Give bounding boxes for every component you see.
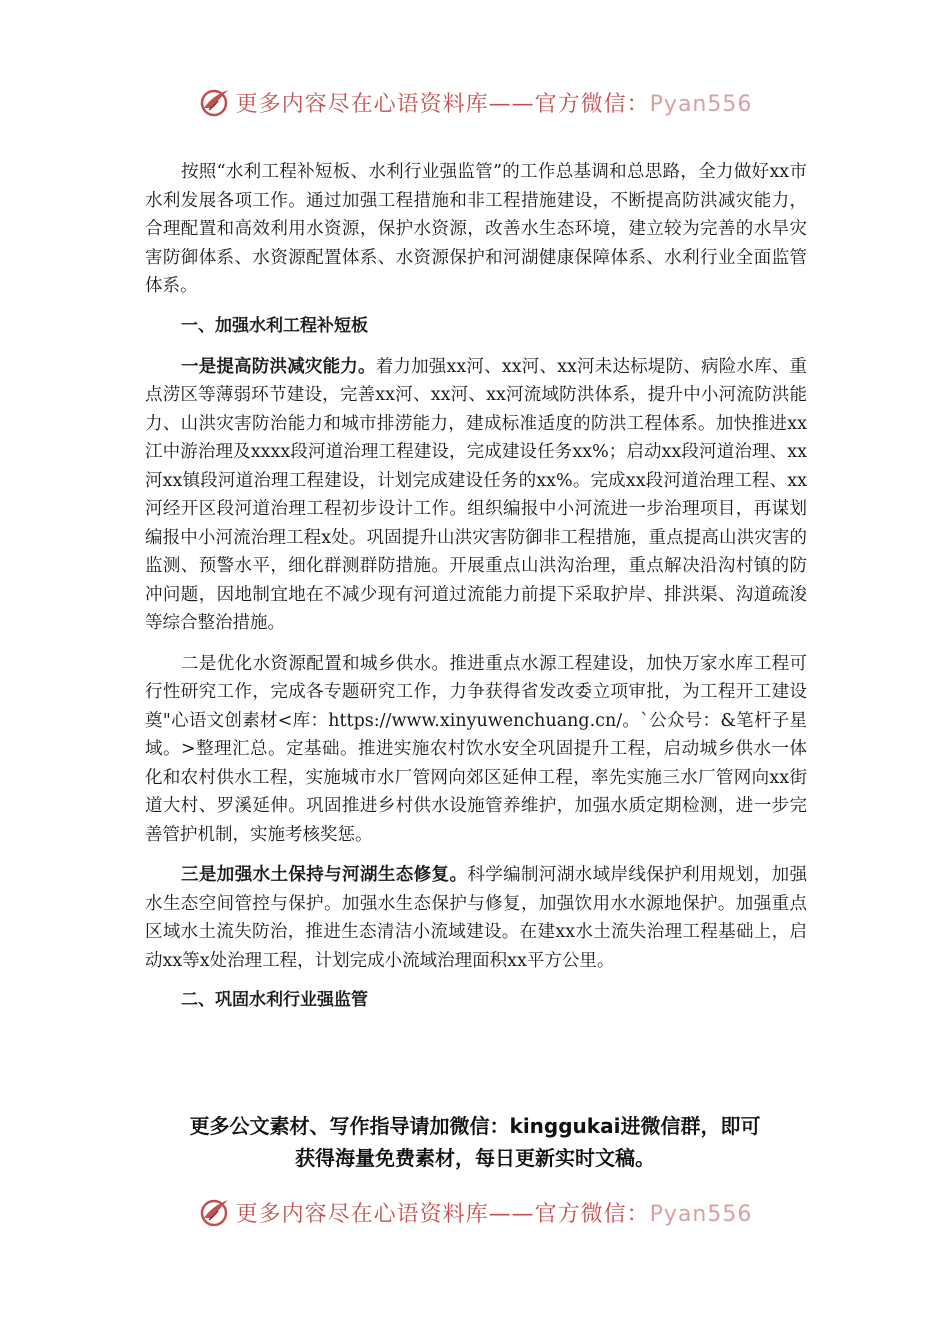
item1-text: 着力加强xx河、xx河、xx河未达标堤防、病险水库、重点涝区等薄弱环节建设，完善xx河、xx河、xx河流域防洪体系，提升中小河流防洪能力、山洪灾害防治能力和城市排涝能力，建成标准适度的防洪工程体系。加快推进xx江中游治理及xxxx段河道治理工程建设，完成建设任务xx%；启动xx段河道治理、xx河xx镇段河道治理工程建设，计划完成建设任务的xx%。完成xx段河道治理工程、xx河经开区段河道治理工程初步设计工作。组织编报中小河流进一步治理项目，再谋划编报中小河流治理工程x处。巩固提升山洪灾害防御非工程措施，重点提高山洪灾害的监测、预警水平，细化群测群防措施。开展重点山洪沟治理，重点解决沿沟村镇的防冲问题，因地制宜地在不减少现有河道过流能力前提下采取护岸、排洪渠、沟道疏浚等综合整治措施。 bbox=[145, 356, 808, 633]
item1-lead: 一是提高防洪减灾能力。 bbox=[181, 356, 376, 377]
item2-paragraph: 二是优化水资源配置和城乡供水。推进重点水源工程建设，加快万家水库工程可行性研究工作，完成各专题研究工作，力争获得省发改委立项审批，为工程开工建设奠"心语文创素材<库：https://www.xinyuwenchuang.cn/。`公众号：&笔杆子星域。>整理汇总。定基础。推进实施农村饮水安全巩固提升工程，启动城乡供水一体化和农村供水工程，实施城市水厂管网向郊区延伸工程，率先实施三水厂管网向xx街道大村、罗溪延伸。巩固推进乡村供水设施管养维护，加强水质定期检测，进一步完善管护机制，实施考核奖惩。 bbox=[145, 653, 807, 845]
promo-line-2: 获得海量免费素材，每日更新实时文稿。 bbox=[295, 1146, 655, 1170]
section2-heading: 二、巩固水利行业强监管 bbox=[181, 990, 368, 1010]
section1-heading: 一、加强水利工程补短板 bbox=[181, 315, 368, 336]
document-body bbox=[145, 158, 807, 1027]
intro-paragraph: 按照“水利工程补短板、水利行业强监管”的工作总基调和总思路，全力做好xx市水利发展各项工作。通过加强工程措施和非工程措施建设，不断提高防洪减灾能力，合理配置和高效利用水资源，保护水资源，改善水生态环境，建立较为完善的水旱灾害防御体系、水资源配置体系、水资源保护和河湖健康保障体系、水利行业全面监管体系。 bbox=[145, 162, 807, 296]
footer-wechat-id: Pyan556 bbox=[649, 1201, 753, 1227]
promo-line-1: 更多公文素材、写作指导请加微信：kinggukai进微信群，即可 bbox=[189, 1114, 761, 1138]
brush-logo-icon bbox=[198, 1194, 234, 1230]
header-banner-text: 更多内容尽在心语资料库——官方微信：Pyan556 bbox=[235, 91, 753, 117]
header-banner bbox=[0, 82, 950, 122]
promo-notice bbox=[0, 1110, 950, 1174]
footer-banner-text: 更多内容尽在心语资料库——官方微信：Pyan556 bbox=[235, 1201, 753, 1227]
item3-lead: 三是加强水土保持与河湖生态修复。 bbox=[181, 865, 468, 885]
header-wechat-id: Pyan556 bbox=[649, 91, 753, 117]
item3-text: 科学编制河湖水域岸线保护利用规划，加强水生态空间管控与保护。加强水生态保护与修复，加强饮用水水源地保护。加强重点区域水土流失防治，推进生态清洁小流域建设。在建xx水土流失治理工程基础上，启动xx等x处治理工程，计划完成小流域治理面积xx平方公里。 bbox=[145, 865, 808, 971]
footer-banner bbox=[0, 1192, 950, 1232]
item1-paragraph bbox=[145, 353, 807, 638]
brush-logo-icon bbox=[198, 84, 234, 120]
item3-paragraph bbox=[145, 861, 807, 975]
